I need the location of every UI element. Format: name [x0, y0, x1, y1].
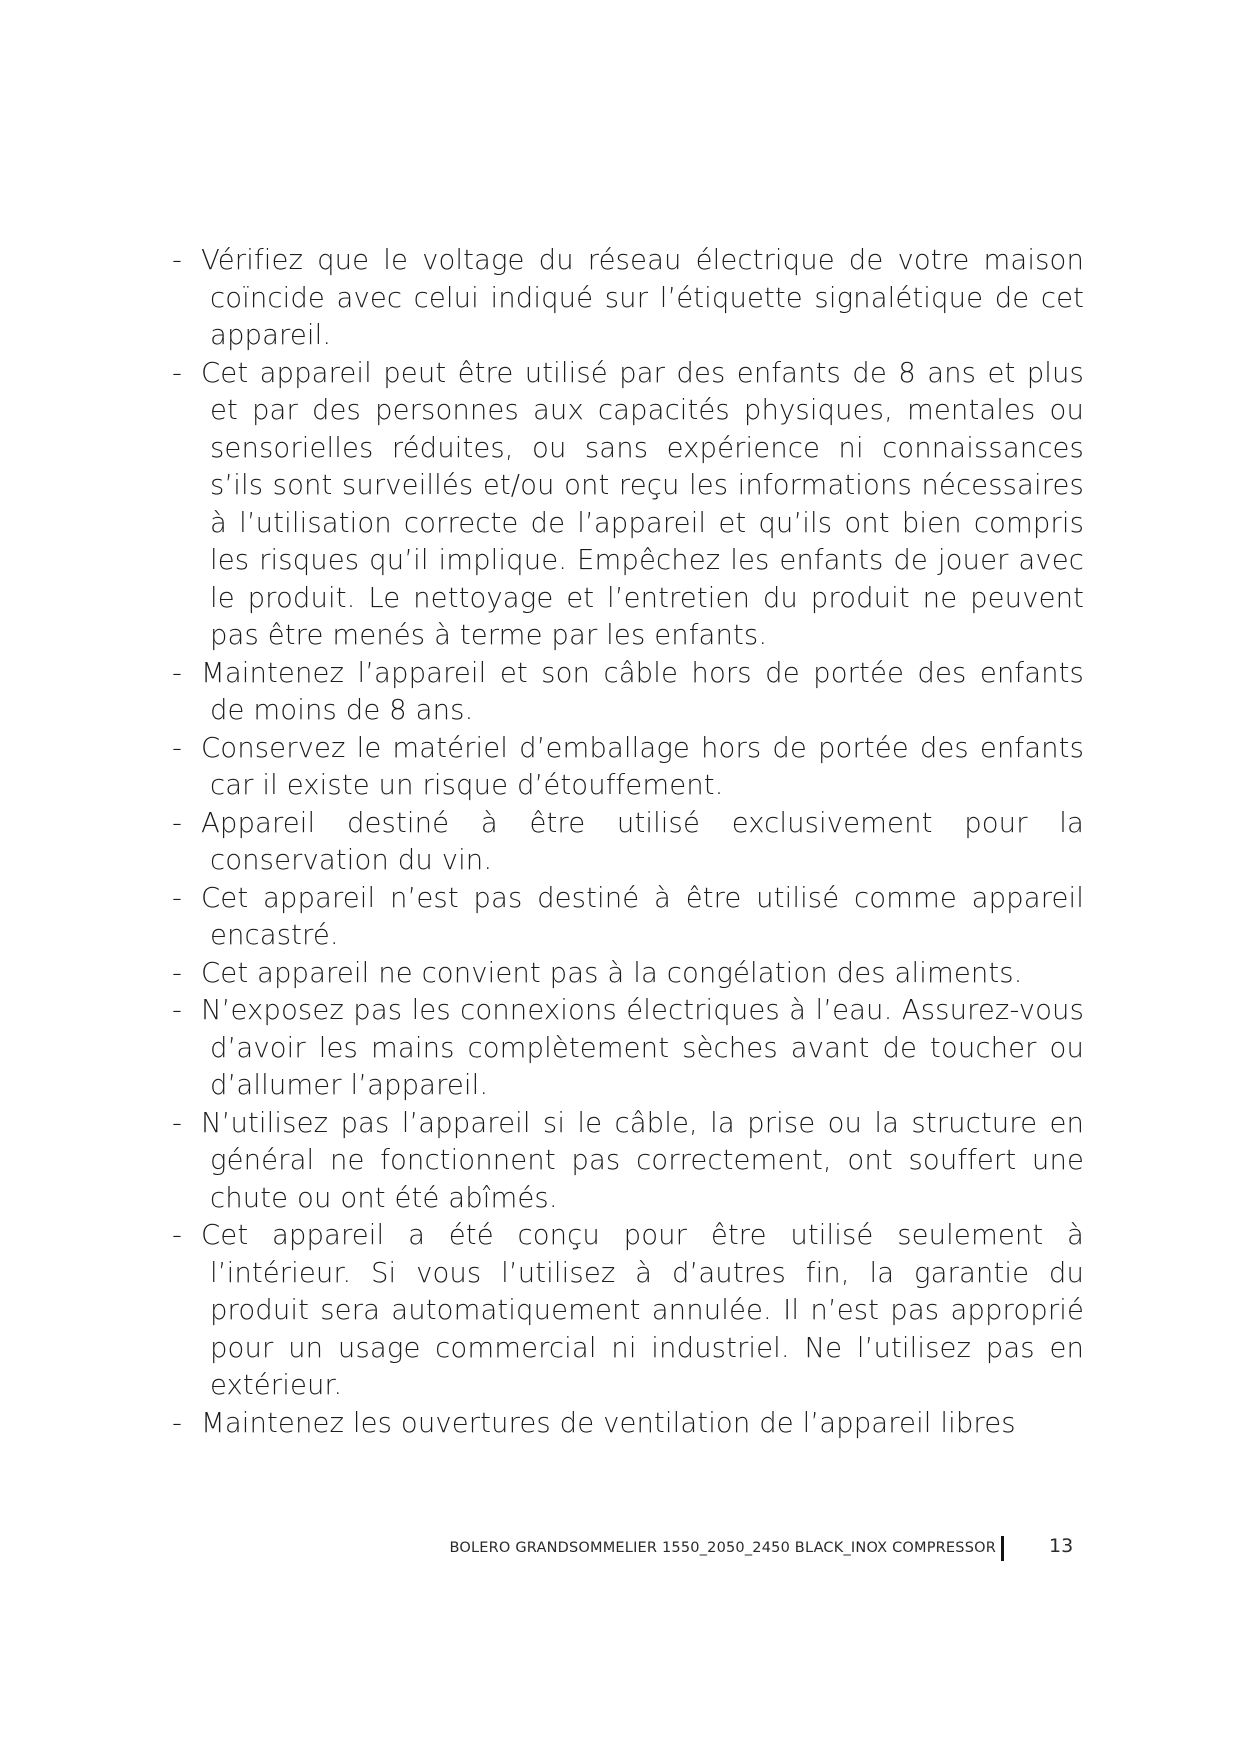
bullet-dash: -	[172, 1219, 183, 1251]
safety-item	[172, 1105, 1084, 1218]
safety-item-text: Cet appareil n’est pas destiné à être utilisé comme appareil encastré.	[201, 881, 1084, 951]
bullet-dash: -	[172, 356, 183, 389]
bullet-dash: -	[172, 1406, 183, 1439]
safety-item-text: Vérifiez que le voltage du réseau électrique de votre maison coïncide avec celui indiqué sur l’étiquette signalétique de cet appareil.	[201, 244, 1084, 351]
footer-document-title: BOLERO GRANDSOMMELIER 1550_2050_2450 BLACK_INOX COMPRESSOR	[449, 1540, 996, 1556]
bullet-dash: -	[172, 656, 183, 689]
safety-item	[172, 242, 1084, 355]
safety-item-text: Cet appareil a été conçu pour être utilisé seulement à l’intérieur. Si vous l’utilisez à d’autres fin, la garantie du produit sera automatiquement annulée. Il n’est pas approprié pour un usage commercial ni industriel. Ne l’utilisez pas en extérieur.	[201, 1219, 1084, 1401]
bullet-dash: -	[172, 1106, 183, 1139]
safety-item-text: N’utilisez pas l’appareil si le câble, la prise ou la structure en général ne fonctionnent pas correctement, ont souffert une chute ou ont été abîmés.	[201, 1106, 1084, 1214]
safety-item	[172, 730, 1084, 805]
page-footer	[0, 1528, 1241, 1568]
footer-divider	[1001, 1536, 1004, 1561]
safety-item	[172, 1217, 1084, 1405]
bullet-dash: -	[172, 994, 183, 1026]
safety-item-text: Maintenez l’appareil et son câble hors de portée des enfants de moins de 8 ans.	[201, 656, 1084, 726]
safety-item	[172, 805, 1084, 880]
bullet-dash: -	[172, 731, 183, 764]
bullet-dash: -	[172, 806, 183, 839]
safety-item-text: Appareil destiné à être utilisé exclusivement pour la conservation du vin.	[201, 806, 1084, 876]
safety-item	[172, 655, 1084, 730]
safety-item-text: N’exposez pas les connexions électriques à l’eau. Assurez-vous d’avoir les mains complètement sèches avant de toucher ou d’allumer l’appareil.	[201, 994, 1084, 1101]
safety-item-text: Cet appareil peut être utilisé par des enfants de 8 ans et plus et par des personnes aux capacités physiques, mentales ou sensorielles réduites, ou sans expérience ni connaissances s’ils sont surveillés et/ou ont reçu les informations nécessaires à l’utilisation correcte de l’appareil et qu’ils ont bien compris les risques qu’il implique. Empêchez les enfants de jouer avec le produit. Le nettoyage et l’entretien du produit ne peuvent pas être menés à terme par les enfants.	[201, 356, 1084, 651]
safety-item	[172, 880, 1084, 955]
bullet-dash: -	[172, 881, 183, 914]
safety-item	[172, 955, 1084, 993]
safety-item	[172, 992, 1084, 1105]
page-number: 13	[1049, 1535, 1074, 1557]
safety-instructions-list	[172, 242, 1084, 1442]
safety-item-text: Conservez le matériel d’emballage hors de portée des enfants car il existe un risque d’étouffement.	[201, 731, 1084, 801]
safety-item-text: Cet appareil ne convient pas à la congélation des aliments.	[201, 956, 1023, 989]
safety-item-text: Maintenez les ouvertures de ventilation de l’appareil libres	[201, 1406, 1016, 1439]
safety-item	[172, 355, 1084, 655]
bullet-dash: -	[172, 956, 183, 989]
safety-item	[172, 1405, 1084, 1443]
bullet-dash: -	[172, 244, 183, 276]
